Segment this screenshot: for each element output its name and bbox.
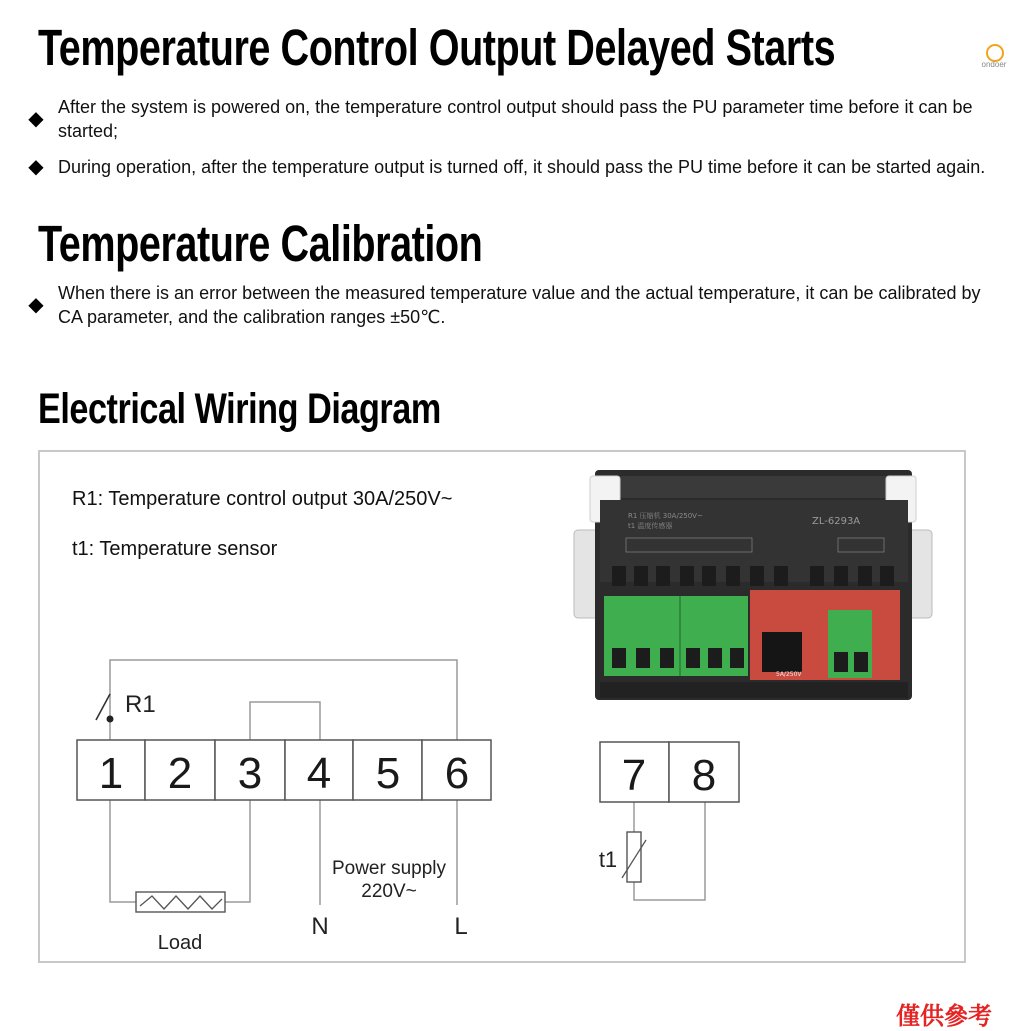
terminal-2: 2: [167, 749, 193, 798]
relay-label: R1: [125, 691, 156, 718]
wire-sensor-loop: [634, 802, 705, 900]
device-spec-text: R1 压缩机 30A/250V~: [628, 512, 703, 520]
bullet-text: During operation, after the temperature output is turned off, it should pass the PU time before it can be started again.: [58, 157, 986, 177]
main-terminal-block: [77, 740, 491, 800]
wire-jumper-3-4: [250, 702, 320, 740]
terminal-6: 6: [444, 749, 470, 798]
load-label: Load: [157, 932, 203, 954]
device-sensor-text: t1 温度传感器: [628, 522, 673, 530]
relay-switch-icon: [96, 694, 114, 740]
thermistor-icon: [622, 832, 646, 882]
terminal-3: 3: [237, 749, 263, 798]
diamond-bullet-icon: ◆: [28, 156, 44, 178]
controller-device-illustration: [574, 470, 932, 700]
bullet-text: After the system is powered on, the temperature control output should pass the PU parameter time before it can be started;: [58, 97, 973, 141]
legend-t1: t1: Temperature sensor: [72, 538, 278, 560]
terminal-4: 4: [306, 749, 332, 798]
terminal-7: 7: [621, 751, 647, 800]
sensor-label: t1: [598, 847, 618, 872]
wire-load-right: [225, 800, 250, 902]
terminal-8: 8: [691, 751, 717, 800]
legend-r1: R1: Temperature control output 30A/250V~: [72, 488, 453, 510]
load-resistor-icon: [136, 892, 225, 912]
brand-logo: [978, 40, 1010, 72]
wire-load-left: [110, 800, 136, 902]
heading-wiring: Electrical Wiring Diagram: [38, 386, 441, 434]
terminal-5: 5: [375, 749, 401, 798]
power-supply-label: Power supply: [331, 858, 447, 879]
heading-delayed-starts: Temperature Control Output Delayed Starts: [38, 20, 836, 77]
neutral-label: N: [311, 913, 329, 940]
bullet-text: When there is an error between the measured temperature value and the actual temperature, it can be calibrated by CA parameter, and the calibration ranges ±50℃.: [58, 283, 981, 327]
reference-only-stamp: 僅供參考: [896, 1002, 992, 1030]
power-voltage-label: 220V~: [361, 881, 417, 902]
wire-top-loop: [110, 660, 457, 740]
brand-name: ondoer: [981, 60, 1007, 69]
terminal-1: 1: [98, 749, 124, 798]
live-label: L: [454, 913, 468, 940]
heading-calibration: Temperature Calibration: [38, 216, 483, 273]
diamond-bullet-icon: ◆: [28, 294, 44, 316]
device-model-text: ZL-6293A: [812, 516, 861, 527]
diamond-bullet-icon: ◆: [28, 108, 44, 130]
device-terminal-text: 5A/250V: [776, 671, 802, 678]
